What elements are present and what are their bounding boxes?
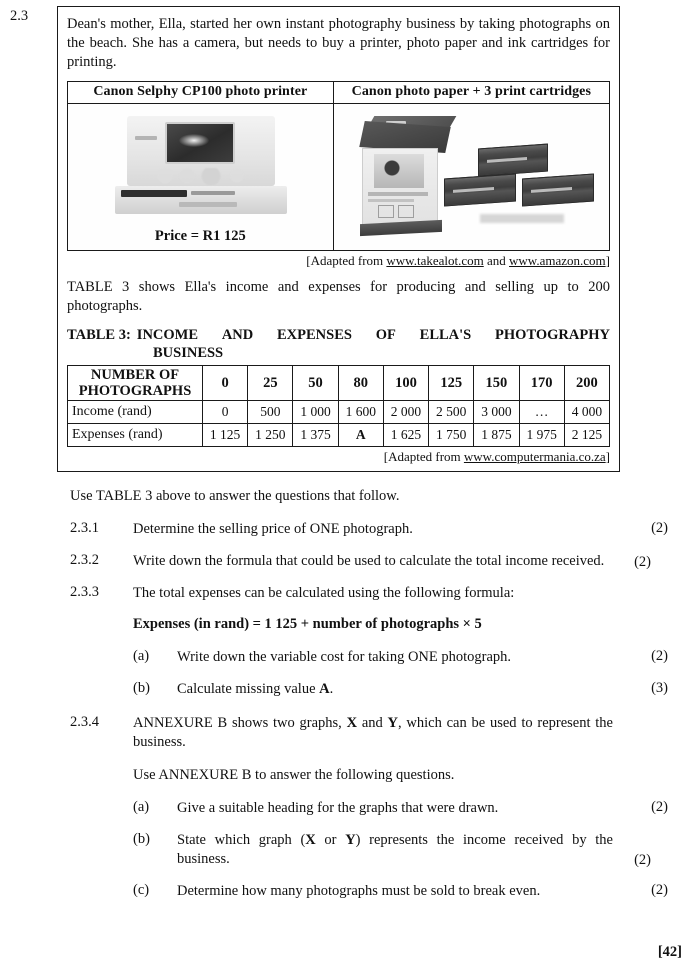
q-b-pre: Calculate missing value <box>177 681 320 697</box>
question-2-3-3-text: The total expenses can be calculated using the following formula: <box>133 585 515 601</box>
source-prefix: [Adapted from <box>306 253 387 268</box>
paper-cartridges-cell <box>333 104 609 251</box>
q-2-3-4-a-indent <box>70 799 133 818</box>
question-2-3-4-c-marks: (2) <box>651 882 668 898</box>
q-2-3-4-post: , which can be used to represent the business. <box>133 715 613 750</box>
question-2-3-4-b-label: (b) <box>133 831 150 847</box>
table-title-w0: INCOME <box>136 327 199 343</box>
question-2-3-1-text: Determine the selling price of ONE photograph. <box>133 521 413 537</box>
question-2-3-4-a-text: Give a suitable heading for the graphs that were drawn. <box>177 800 499 816</box>
printer-cell <box>68 104 334 251</box>
data-row-header-label <box>68 366 203 401</box>
question-2-3-2 <box>70 552 668 571</box>
question-2-3-4-b-marks: (2) <box>634 852 651 868</box>
computermania-link[interactable]: www.computermania.co.za <box>463 449 606 464</box>
income-0: 0 <box>203 401 248 424</box>
table-source-suffix: ] <box>605 449 610 464</box>
table-row-expenses <box>68 424 610 447</box>
expenses-row-label: Expenses (rand) <box>68 424 203 447</box>
col-head-7: 170 <box>519 366 564 401</box>
income-1: 500 <box>248 401 293 424</box>
expenses-1: 1 250 <box>248 424 293 447</box>
q-4b-pre: State which graph ( <box>177 832 306 848</box>
table-title-w5: PHOTOGRAPHY <box>495 327 610 343</box>
question-2-3-4-a-label: (a) <box>133 799 150 815</box>
use-table-instruction: Use TABLE 3 above to answer the questions that follow. <box>70 488 400 504</box>
table-title-w2: EXPENSES <box>277 327 352 343</box>
question-2-3-3-b-label: (b) <box>133 680 150 696</box>
expenses-4: 1 625 <box>383 424 428 447</box>
expenses-formula-row <box>70 615 668 634</box>
questions-section <box>70 487 668 901</box>
use-table-instruction-row <box>70 487 668 506</box>
expenses-2: 1 375 <box>293 424 338 447</box>
col-head-3: 80 <box>338 366 383 401</box>
question-2-3-3-a-label: (a) <box>133 648 150 664</box>
question-2-3-3-b-marks: (3) <box>651 680 668 696</box>
question-2-3-1-number: 2.3.1 <box>70 520 99 536</box>
table-title-line2: BUSINESS <box>153 345 224 361</box>
data-header-row <box>68 366 610 401</box>
question-2-3-4-b-text <box>177 831 621 869</box>
col-head-2: 50 <box>293 366 338 401</box>
q-2-3-3-b-indent <box>70 680 133 699</box>
source-suffix: ] <box>605 253 610 268</box>
question-2-3-3-b <box>70 680 668 699</box>
printer-photo <box>105 112 295 222</box>
q-b-value-a: A <box>319 681 330 697</box>
question-2-3-3-b-text <box>177 680 638 699</box>
annexure-b-instruction: Use ANNEXURE B to answer the following questions. <box>133 767 455 783</box>
question-2-3-2-marks: (2) <box>634 554 651 570</box>
product-header-paper: Canon photo paper + 3 print cartridges <box>333 82 609 104</box>
expenses-formula: Expenses (in rand) = 1 125 + number of photographs × 5 <box>133 616 482 632</box>
table-title-w4: ELLA'S <box>419 327 472 343</box>
number-of-photographs-label: NUMBER OF PHOTOGRAPHS <box>78 367 192 399</box>
expenses-8: 2 125 <box>564 424 609 447</box>
paper-cartridges-photo <box>340 110 608 242</box>
expenses-0: 1 125 <box>203 424 248 447</box>
question-2-3-4-b <box>70 831 668 869</box>
income-6: 3 000 <box>474 401 519 424</box>
q-2-3-4-pre: ANNEXURE B shows two graphs, <box>133 715 347 731</box>
q-b-post: . <box>329 681 334 697</box>
question-2-3-4-text <box>133 714 621 752</box>
stimulus-box <box>57 6 620 472</box>
table-row-income <box>68 401 610 424</box>
formula-indent <box>70 615 133 634</box>
col-head-8: 200 <box>564 366 609 401</box>
question-2-3-4-number: 2.3.4 <box>70 714 99 730</box>
question-2-3-2-number: 2.3.2 <box>70 552 99 568</box>
table-source-attribution <box>67 449 610 465</box>
col-head-1: 25 <box>248 366 293 401</box>
graph-x-label: X <box>346 715 358 731</box>
source-middle: and <box>483 253 510 268</box>
expenses-7: 1 975 <box>519 424 564 447</box>
graph-y-label: Y <box>387 715 399 731</box>
question-2-3-4-a-marks: (2) <box>651 799 668 815</box>
table-source-prefix: [Adapted from <box>383 449 464 464</box>
total-marks: [42] <box>657 944 682 960</box>
q-4b-y: Y <box>345 832 356 848</box>
income-5: 2 500 <box>429 401 474 424</box>
printer-price-caption: Price = R1 125 <box>154 228 246 244</box>
q-2-3-3-a-indent <box>70 648 133 667</box>
col-head-4: 100 <box>383 366 428 401</box>
question-number-2-3: 2.3 <box>10 8 29 24</box>
question-2-3-3-a <box>70 648 668 667</box>
question-2-3-4-c-text: Determine how many photographs must be sold to break even. <box>177 883 541 899</box>
q-2-3-4-b-indent <box>70 831 133 869</box>
question-2-3-2-text: Write down the formula that could be used to calculate the total income received. <box>133 553 605 569</box>
question-2-3-3-a-marks: (2) <box>651 648 668 664</box>
expenses-6: 1 875 <box>474 424 519 447</box>
q-4b-post: ) represents the income received by the business. <box>177 832 613 867</box>
question-2-3-3 <box>70 584 668 603</box>
table-intro-paragraph: TABLE 3 shows Ella's income and expenses for producing and selling up to 200 photographs. <box>67 279 610 314</box>
col-head-0: 0 <box>203 366 248 401</box>
annexure-indent <box>70 766 133 785</box>
q-2-3-4-c-indent <box>70 882 133 901</box>
income-2: 1 000 <box>293 401 338 424</box>
question-2-3-4-a <box>70 799 668 818</box>
takealot-link[interactable]: www.takealot.com <box>386 253 484 268</box>
income-row-label: Income (rand) <box>68 401 203 424</box>
product-source-attribution <box>67 253 610 269</box>
question-2-3-4 <box>70 714 668 752</box>
expenses-missing-value-a: A <box>338 424 383 447</box>
question-2-3-1-marks: (2) <box>651 520 668 536</box>
question-2-3-4-c <box>70 882 668 901</box>
income-expenses-table <box>67 365 610 447</box>
q-2-3-4-mid: and <box>357 715 388 731</box>
product-header-row <box>68 82 610 104</box>
col-head-5: 125 <box>429 366 474 401</box>
question-2-3-3-a-text: Write down the variable cost for taking ONE photograph. <box>177 649 512 665</box>
question-2-3-4-c-label: (c) <box>133 882 150 898</box>
expenses-5: 1 750 <box>429 424 474 447</box>
table-title-lead: TABLE 3: <box>67 327 131 343</box>
col-head-6: 150 <box>474 366 519 401</box>
q-4b-x: X <box>305 832 316 848</box>
question-2-3-3-number: 2.3.3 <box>70 584 99 600</box>
annexure-b-instruction-row <box>70 766 668 785</box>
income-3: 1 600 <box>338 401 383 424</box>
question-2-3-1 <box>70 520 668 539</box>
product-header-printer: Canon Selphy CP100 photo printer <box>68 82 334 104</box>
income-8: 4 000 <box>564 401 609 424</box>
intro-paragraph: Dean's mother, Ella, started her own instant photography business by taking photographs on the beach. She has a camera, but needs to buy a printer, photo paper and ink cartridges for printing. <box>67 16 610 70</box>
product-comparison-table <box>67 81 610 251</box>
table-3-title <box>67 326 610 362</box>
q-4b-mid: or <box>315 832 346 848</box>
income-4: 2 000 <box>383 401 428 424</box>
product-image-row <box>68 104 610 251</box>
income-7: … <box>519 401 564 424</box>
amazon-link[interactable]: www.amazon.com <box>509 253 606 268</box>
table-title-w3: OF <box>375 327 396 343</box>
table-title-w1: AND <box>221 327 254 343</box>
